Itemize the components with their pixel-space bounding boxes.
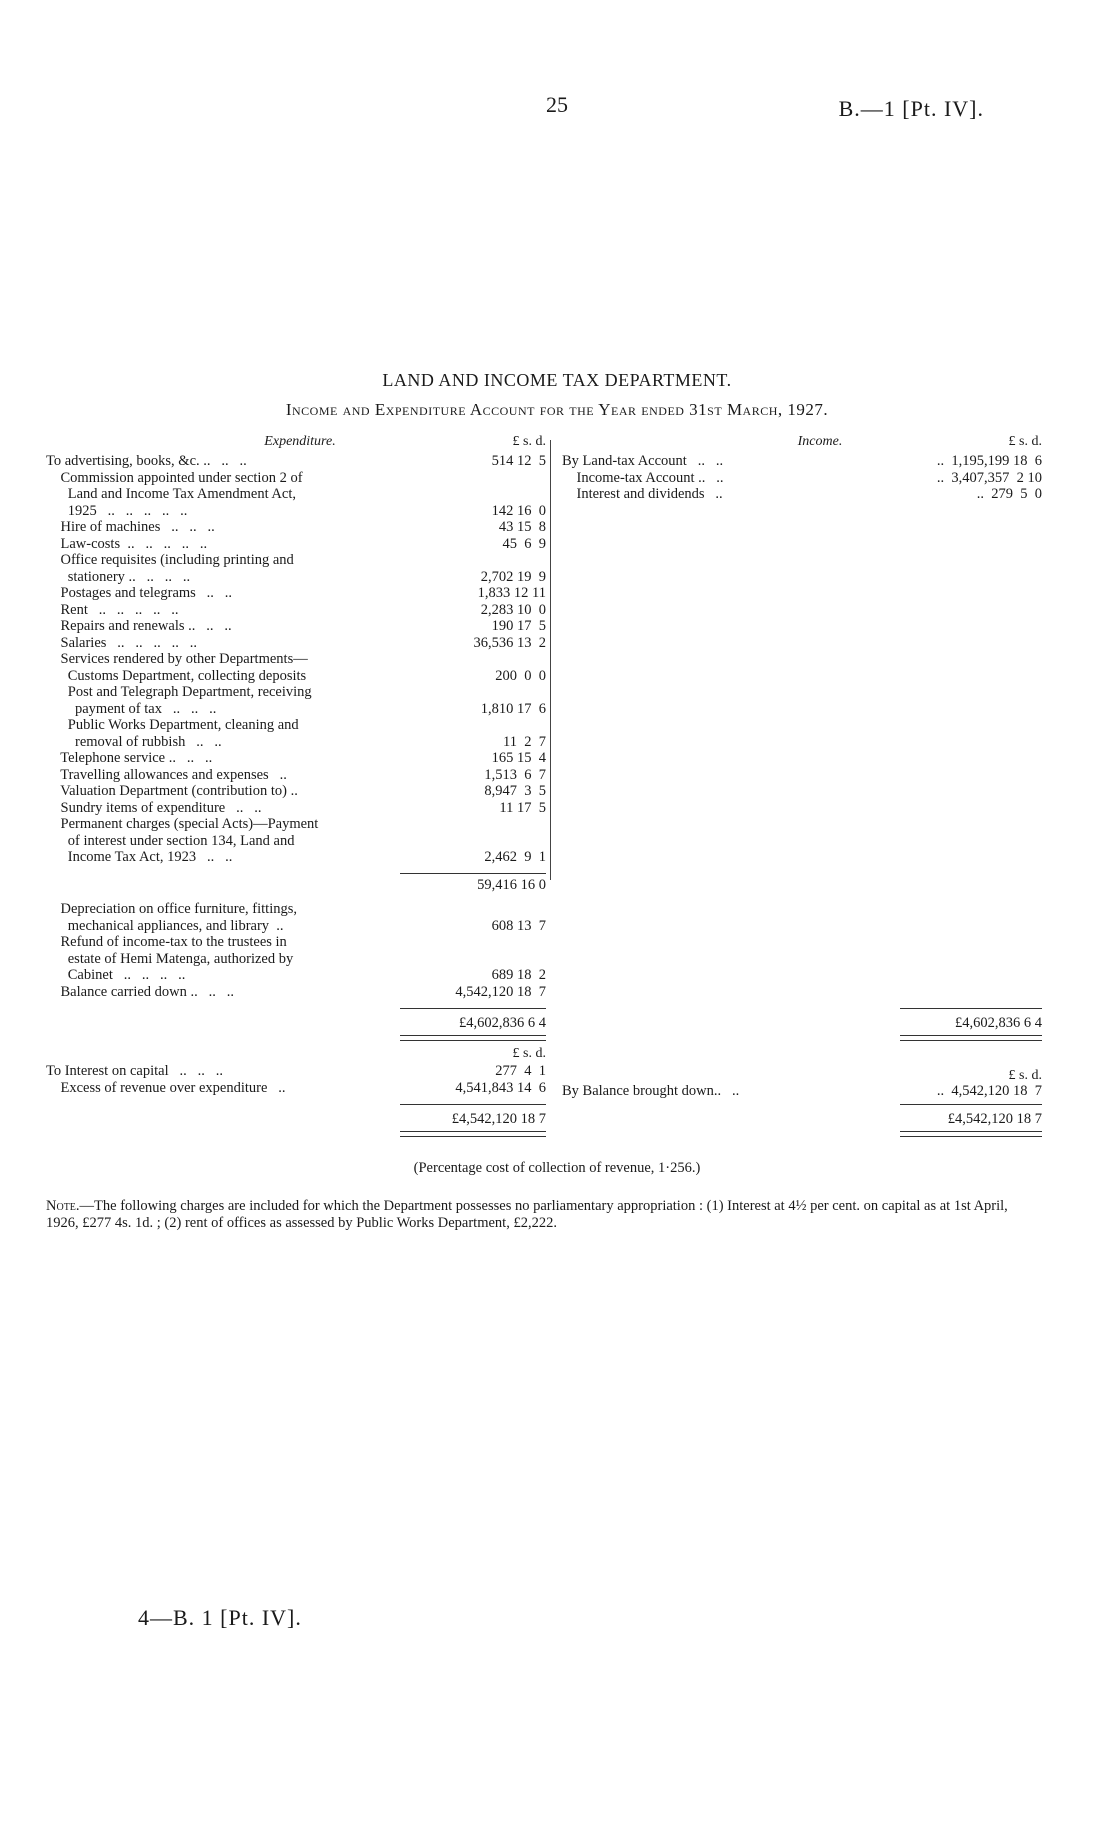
second-left-list	[46, 1063, 546, 1096]
item-desc: removal of rubbish .. ..	[46, 733, 222, 750]
expenditure-subtotal: 59,416 16 0	[477, 877, 546, 893]
item-desc: Income Tax Act, 1923 .. ..	[46, 849, 233, 865]
list-item	[46, 901, 546, 918]
list-item	[46, 967, 546, 984]
item-desc: Hire of machines .. .. ..	[46, 519, 215, 535]
item-amount: 277 4 1	[495, 1063, 546, 1079]
income-heading: Income.	[797, 434, 843, 449]
list-item	[46, 849, 546, 866]
list-item	[46, 618, 546, 635]
income-total-rule-top	[900, 1008, 1042, 1009]
department-title: LAND AND INCOME TAX DEPARTMENT.	[382, 370, 732, 390]
second-left-total: £4,542,120 18 7	[451, 1111, 546, 1127]
item-desc: Cabinet .. .. .. ..	[46, 967, 186, 983]
item-amount: 43 15 8	[498, 519, 546, 535]
item-amount: 1,810 17 6	[480, 700, 546, 717]
item-desc: Refund of income-tax to the trustees in	[46, 934, 287, 950]
list-item	[46, 1063, 546, 1080]
list-item	[46, 918, 546, 935]
second-right-rule-top	[900, 1104, 1042, 1105]
item-desc: Income-tax Account .. ..	[562, 469, 724, 486]
list-item	[46, 984, 546, 1001]
item-amount: 689 18 2	[491, 967, 546, 983]
footnote-label: Note.	[46, 1198, 80, 1214]
item-amount: 4,541,843 14 6	[455, 1079, 546, 1096]
second-right-total: £4,542,120 18 7	[947, 1111, 1042, 1127]
income-money-head: £ s. d.	[1008, 434, 1042, 449]
item-desc: Sundry items of expenditure .. ..	[46, 799, 262, 816]
item-desc: of interest under section 134, Land and	[46, 832, 295, 849]
page-number: 25	[546, 92, 568, 117]
second-money-head-right: £ s. d.	[1008, 1068, 1042, 1083]
list-item	[46, 503, 546, 520]
second-money-head-left: £ s. d.	[512, 1046, 546, 1061]
item-desc: Commission appointed under section 2 of	[46, 469, 303, 486]
item-desc: By Land-tax Account .. ..	[562, 453, 724, 469]
item-desc: Post and Telegraph Department, receiving	[46, 684, 312, 700]
list-item	[46, 833, 546, 850]
subtotal-rule	[400, 873, 546, 874]
list-item	[46, 552, 546, 569]
list-item	[46, 951, 546, 968]
item-amount: 2,462 9 1	[484, 849, 546, 865]
item-desc: Interest and dividends ..	[562, 486, 723, 502]
item-amount: .. 1,195,199 18 6	[936, 453, 1042, 469]
item-desc: Telephone service .. .. ..	[46, 750, 213, 766]
item-desc: Travelling allowances and expenses ..	[46, 766, 287, 783]
second-right-list	[562, 1083, 1042, 1100]
list-item	[46, 1080, 546, 1097]
expenditure-list	[46, 453, 546, 866]
item-desc: Customs Department, collecting deposits	[46, 667, 307, 684]
list-item	[46, 519, 546, 536]
item-amount: .. 4,542,120 18 7	[936, 1083, 1042, 1099]
item-amount: .. 279 5 0	[976, 486, 1042, 502]
item-amount: 8,947 3 5	[484, 783, 546, 799]
list-item	[46, 536, 546, 553]
item-amount: 2,283 10 0	[480, 601, 546, 618]
item-desc: stationery .. .. .. ..	[46, 568, 191, 585]
item-desc: Repairs and renewals .. .. ..	[46, 618, 232, 634]
list-item	[562, 453, 1042, 470]
second-right-double-rule	[900, 1131, 1042, 1137]
page-reference: B.—1 [Pt. IV].	[838, 96, 984, 121]
item-amount: 142 16 0	[491, 502, 546, 519]
list-item	[46, 453, 546, 470]
item-desc: Postages and telegrams .. ..	[46, 585, 233, 601]
list-item	[46, 635, 546, 652]
item-desc: Public Works Department, cleaning and	[46, 717, 299, 733]
item-amount: 36,536 13 2	[473, 634, 546, 651]
income-list	[562, 453, 1042, 503]
percentage-note: (Percentage cost of collection of revenue, 1·256.)	[413, 1160, 701, 1176]
expenditure-list-2	[46, 901, 546, 1000]
item-desc: Land and Income Tax Amendment Act,	[46, 486, 296, 502]
item-amount: 514 12 5	[491, 453, 546, 469]
item-desc: Rent .. .. .. .. ..	[46, 601, 179, 618]
list-item	[46, 585, 546, 602]
list-item	[46, 668, 546, 685]
item-desc: To Interest on capital .. .. ..	[46, 1063, 223, 1079]
expenditure-total-double-rule	[400, 1035, 546, 1041]
list-item	[562, 470, 1042, 487]
list-item	[46, 717, 546, 734]
list-item	[46, 800, 546, 817]
item-desc: Valuation Department (contribution to) ..	[46, 783, 298, 799]
list-item	[46, 934, 546, 951]
expenditure-heading: Expenditure.	[264, 434, 336, 449]
expenditure-total-rule-top	[400, 1008, 546, 1009]
item-desc: estate of Hemi Matenga, authorized by	[46, 950, 294, 967]
item-amount: 1,833 12 11	[477, 585, 546, 601]
list-item	[562, 1083, 1042, 1100]
footer-reference: 4—B. 1 [Pt. IV].	[138, 1605, 302, 1630]
item-desc: Salaries .. .. .. .. ..	[46, 634, 198, 651]
item-amount: 11 17 5	[499, 799, 546, 816]
item-amount: 2,702 19 9	[480, 568, 546, 585]
item-desc: By Balance brought down.. ..	[562, 1083, 740, 1099]
second-left-rule-top	[400, 1104, 546, 1105]
item-desc: Excess of revenue over expenditure ..	[46, 1079, 286, 1096]
expenditure-money-head: £ s. d.	[512, 434, 546, 449]
item-desc: Office requisites (including printing and	[46, 552, 294, 568]
footnote	[46, 1198, 1042, 1232]
item-amount: 11 2 7	[503, 733, 546, 750]
item-desc: Balance carried down .. .. ..	[46, 983, 235, 1000]
list-item	[46, 783, 546, 800]
list-item	[46, 734, 546, 751]
list-item	[46, 486, 546, 503]
item-desc: Law-costs .. .. .. .. ..	[46, 535, 208, 552]
item-amount: 190 17 5	[491, 618, 546, 634]
second-left-double-rule	[400, 1131, 546, 1137]
account-subtitle: Income and Expenditure Account for the Year ended 31st March, 1927.	[285, 400, 829, 419]
item-amount: 165 15 4	[491, 750, 546, 766]
list-item	[46, 602, 546, 619]
item-desc: Permanent charges (special Acts)—Payment	[46, 816, 319, 832]
item-amount: 45 6 9	[502, 535, 546, 552]
item-amount: 200 0 0	[495, 667, 546, 684]
list-item	[46, 569, 546, 586]
expenditure-total: £4,602,836 6 4	[459, 1015, 546, 1031]
list-item	[46, 470, 546, 487]
list-item	[46, 684, 546, 701]
list-item	[562, 486, 1042, 503]
list-item	[46, 816, 546, 833]
footnote-text: —The following charges are included for which the Department possesses no parliamentary appropriation : (1) Interest at 4½ per cent. on capital as at 1st April, 1926, £277 4s. 1d. ; (2) rent of offices as assessed by Public Works Department, £2,222.	[46, 1198, 1008, 1231]
list-item	[46, 651, 546, 668]
item-desc: mechanical appliances, and library ..	[46, 917, 284, 934]
list-item	[46, 767, 546, 784]
item-desc: Services rendered by other Departments—	[46, 651, 308, 667]
column-divider	[550, 440, 551, 880]
item-amount: 1,513 6 7	[484, 766, 546, 783]
list-item	[46, 750, 546, 767]
item-desc: Depreciation on office furniture, fittings,	[46, 901, 297, 917]
income-total: £4,602,836 6 4	[955, 1015, 1042, 1031]
item-desc: payment of tax .. .. ..	[46, 700, 217, 717]
item-desc: To advertising, books, &c. .. .. ..	[46, 453, 247, 469]
list-item	[46, 701, 546, 718]
item-amount: 608 13 7	[491, 917, 546, 934]
item-desc: 1925 .. .. .. .. ..	[46, 502, 188, 519]
income-total-double-rule	[900, 1035, 1042, 1041]
item-amount: 4,542,120 18 7	[455, 983, 546, 1000]
item-amount: .. 3,407,357 2 10	[936, 469, 1042, 486]
